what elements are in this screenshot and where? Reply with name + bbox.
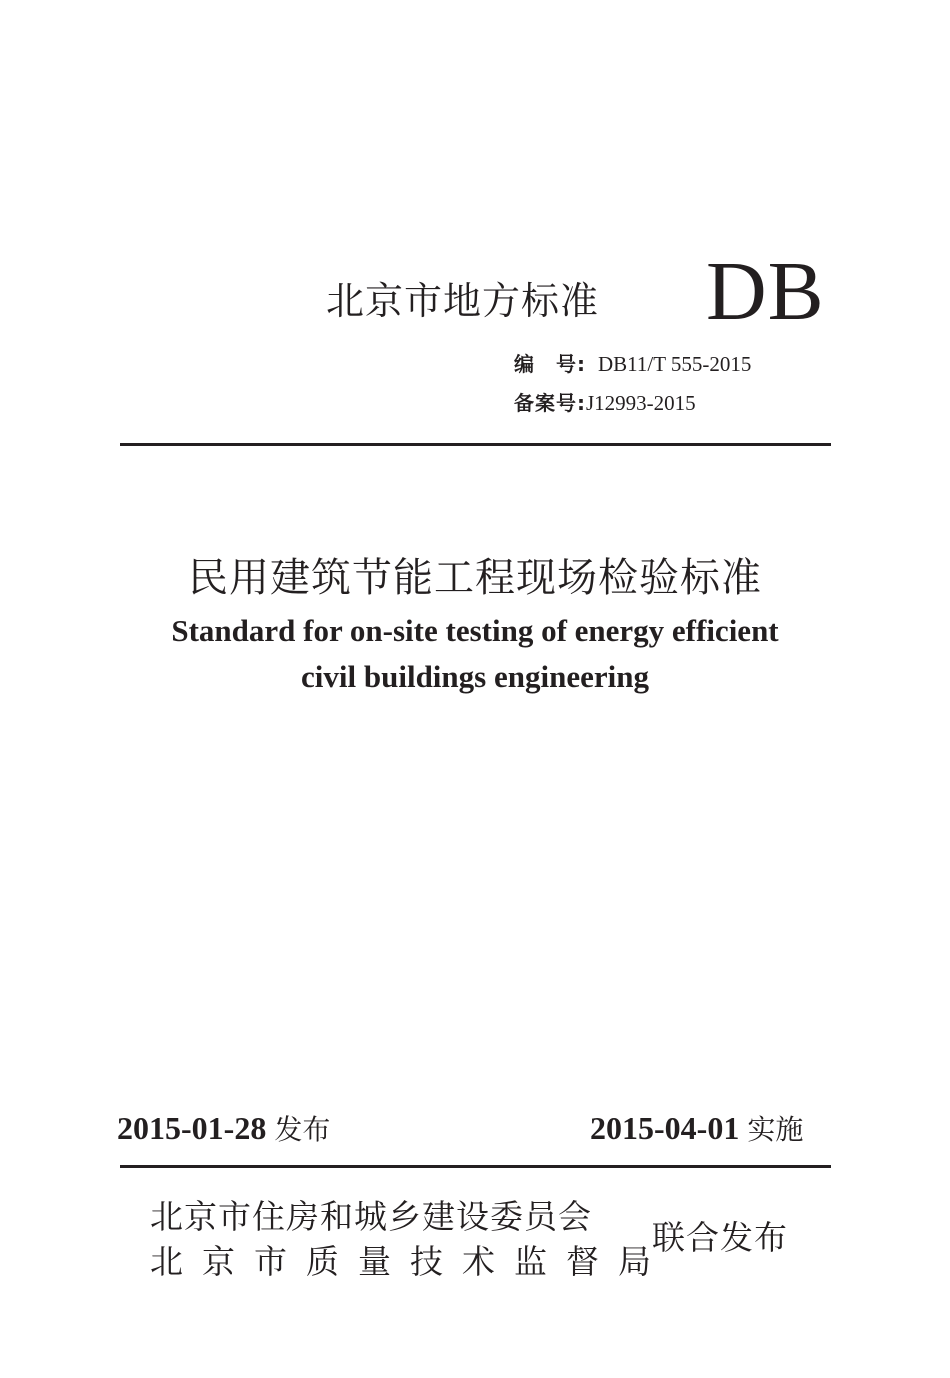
title-english-line2: civil buildings engineering: [301, 659, 649, 694]
record-number-label: 备案号:: [514, 391, 586, 415]
publish-date: 2015-01-28: [117, 1110, 267, 1146]
publish-date-block: [117, 1108, 330, 1150]
joint-issue-label: 联合发布: [652, 1218, 788, 1257]
standard-type-label: 北京市地方标准: [326, 279, 600, 323]
implement-word: 实施: [747, 1113, 804, 1146]
standard-code-row: [514, 351, 751, 377]
publish-word: 发布: [274, 1113, 331, 1146]
record-number-row: [514, 390, 696, 416]
bottom-divider: [120, 1165, 831, 1168]
standard-code-label: 编 号:: [514, 352, 586, 376]
standard-code-value: DB11/T 555-2015: [598, 352, 752, 376]
top-divider: [120, 443, 831, 446]
title-chinese: 民用建筑节能工程现场检验标准: [188, 555, 762, 601]
implement-date-block: [590, 1108, 803, 1150]
issuer-quality-bureau: 北京市质量技术监督局: [150, 1242, 670, 1281]
implement-date: 2015-04-01: [590, 1110, 740, 1146]
issuer-housing-commission: 北京市住房和城乡建设委员会: [150, 1197, 592, 1236]
title-english-line1: Standard for on-site testing of energy efficient: [171, 613, 779, 648]
record-number-value: J12993-2015: [586, 391, 696, 415]
db-mark: DB: [706, 245, 825, 338]
